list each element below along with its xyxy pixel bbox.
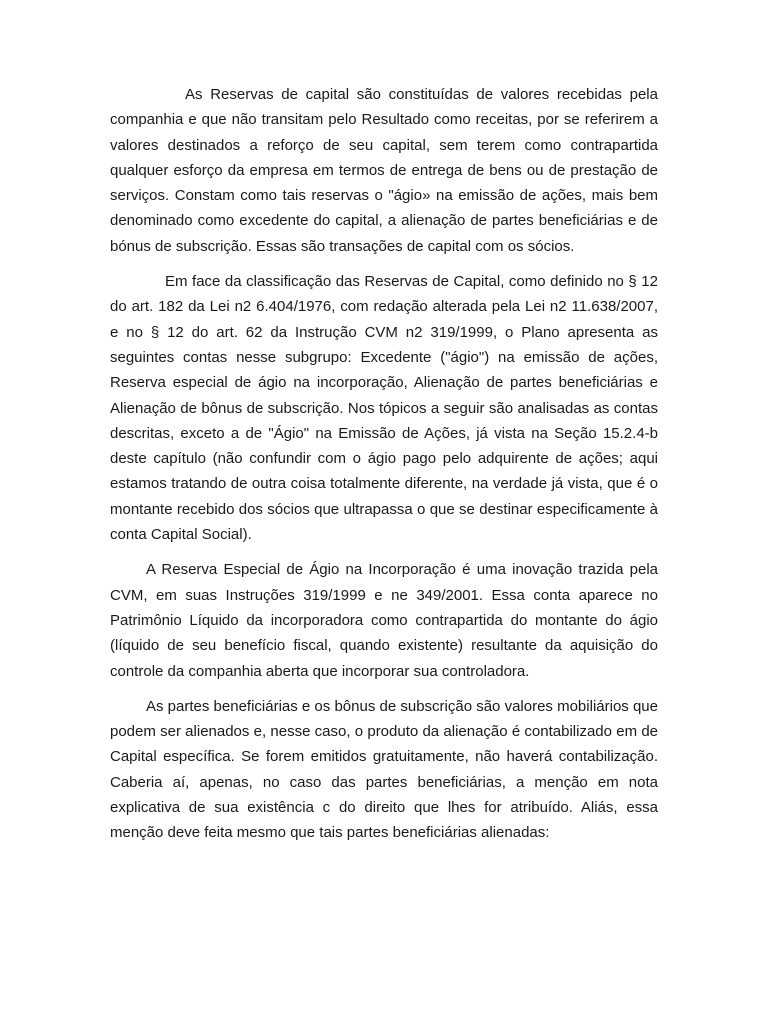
paragraph-classificacao-reservas: Em face da classificação das Reservas de Capital, como definido no § 12 do art. 182 da Lei n2 6.404/1976, com redação alterada pela Lei n2 11.638/2007, e no § 12 do art. 62 da Instrução CVM n2 319/1999, o Plano apresenta as seguintes contas nesse subgrupo: Excedente ("ágio") na emissão de ações, Reserva especial de ágio na incorporação, Alienação de partes beneficiárias e Alienação de bônus de subscrição. Nos tópicos a seguir são analisadas as contas descritas, exceto a de "Ágio" na Emissão de Ações, já vista na Seção 15.2.4-b deste capítulo (não confundir com o ágio pago pelo adquirente de ações; aqui estamos tratando de outra coisa totalmente diferente, na verdade já vista, que é o montante recebido dos sócios que ultrapassa o que se destinar especificamente à conta Capital Social). bbox=[110, 273, 658, 544]
document-page bbox=[110, 82, 658, 856]
paragraph-partes-beneficiarias: As partes beneficiárias e os bônus de subscrição são valores mobiliários que podem ser alienados e, nesse caso, o produto da alienação é contabilizado em de Capital específica. Se forem emitidos gratuitamente, não haverá contabilização. Caberia aí, apenas, no caso das partes beneficiárias, a menção em nota explicativa de sua existência c do direito que lhes for atribuído. Aliás, essa menção deve feita mesmo que tais partes beneficiárias alienadas: bbox=[110, 697, 658, 842]
paragraph-reservas-de-capital: As Reservas de capital são constituídas de valores recebidas pela companhia e que não transitam pelo Resultado como receitas, por se referirem a valores destinados a reforço de seu capital, sem terem como contrapartida qualquer esforço da empresa em termos de entrega de bens ou de prestação de serviços. Constam como tais reservas o "ágio» na emissão de ações, mais bem denominado como excedente do capital, a alienação de partes beneficiárias e de bónus de subscrição. Essas são transações de capital com os sócios. bbox=[110, 86, 658, 255]
paragraph-reserva-especial-agio: A Reserva Especial de Ágio na Incorporação é uma inovação trazida pela CVM, em suas Instruções 319/1999 e ne 349/2001. Essa conta aparece no Patrimônio Líquido da incorporadora como contrapartida do montante do ágio (líquido de seu benefício fiscal, quando existente) resultante da aquisição do controle da companhia aberta que incorporar sua controladora. bbox=[110, 561, 658, 680]
